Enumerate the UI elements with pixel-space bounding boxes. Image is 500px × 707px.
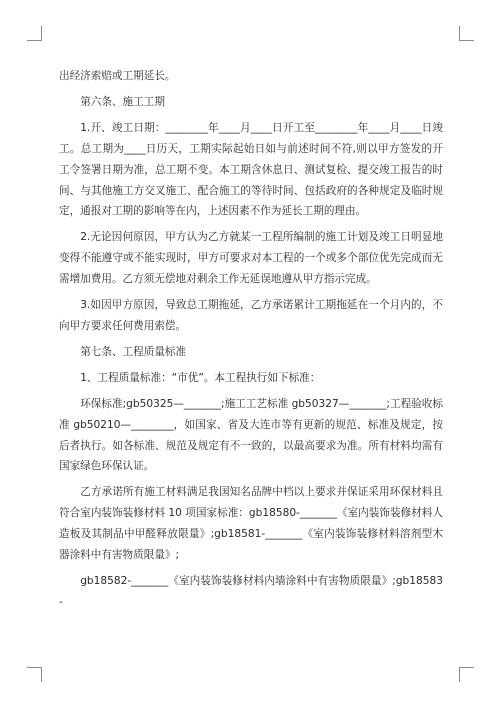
- article-6-heading: 第六条、施工工期: [80, 95, 165, 108]
- article-7-heading: 第七条、工程质量标准: [80, 345, 187, 358]
- clause-6-2: 2.无论因何原因，甲方认为乙方就某一工程所编制的施工计划及竣工日明显地变得不能遵守或不能实现时，甲方可要求对本工程的一个或多个部位优先完成而无需增加费用。乙方须无偿地对剩余工作无延误地遵从甲方指示完成。: [59, 231, 443, 286]
- standards-paragraph: 环保标准;gb50325—_______;施工工艺标准 gb50327—_______;工程验收标准 gb50210—________，如国家、省及大连市等有更新的规范、标准及规定，按后者执行。如各标准、规范及规定有不一致的，以最高要求为准。所有材料均需有国家绿色环保认证。: [59, 397, 443, 473]
- crop-mark-top-right: [459, 26, 474, 41]
- materials-paragraph-cont: gb18582-_______《室内装饰装修材料内墙涂料中有害物质限量》;gb18583-: [59, 574, 443, 608]
- continuation-text: 出经济索赔或工期延长。: [59, 70, 176, 82]
- materials-paragraph: 乙方承诺所有施工材料满足我国知名品牌中档以上要求并保证采用环保材料且符合室内装饰装修材料 10 项国家标准：gb18580-_______《室内装饰装修材料人造板及其制品中甲醛释放限量》;gb18581-_______《室内装饰装修材料溶剂型木器涂料中有害物质限量》;: [59, 486, 443, 562]
- clause-6-3: 3.如因甲方原因，导致总工期拖延，乙方承诺累计工期拖延在一个月内的，不向甲方要求任何费用索偿。: [59, 299, 443, 332]
- clause-7-1: 1、工程质量标准：“市优”。本工程执行如下标准：: [80, 371, 321, 384]
- document-page: [59, 66, 443, 613]
- clause-6-1: 1.开、竣工日期：________年____月____日开工至________年____月____日竣工。总工期为____日历天，工期实际起始日如与前述时间不符,则以甲方签发的开工令签署日期为准，总工期不变。本工期含休息日、测试复检、提交竣工报告的时间、与其他施工方交叉施工、配合施工的等待时间、包括政府的各种规定及临时规定，通报对工期的影响等在内，上述因素不作为延长工期的理由。: [59, 121, 443, 218]
- crop-mark-bottom-right: [459, 667, 474, 682]
- crop-mark-top-left: [27, 26, 42, 41]
- crop-mark-bottom-left: [27, 667, 42, 682]
